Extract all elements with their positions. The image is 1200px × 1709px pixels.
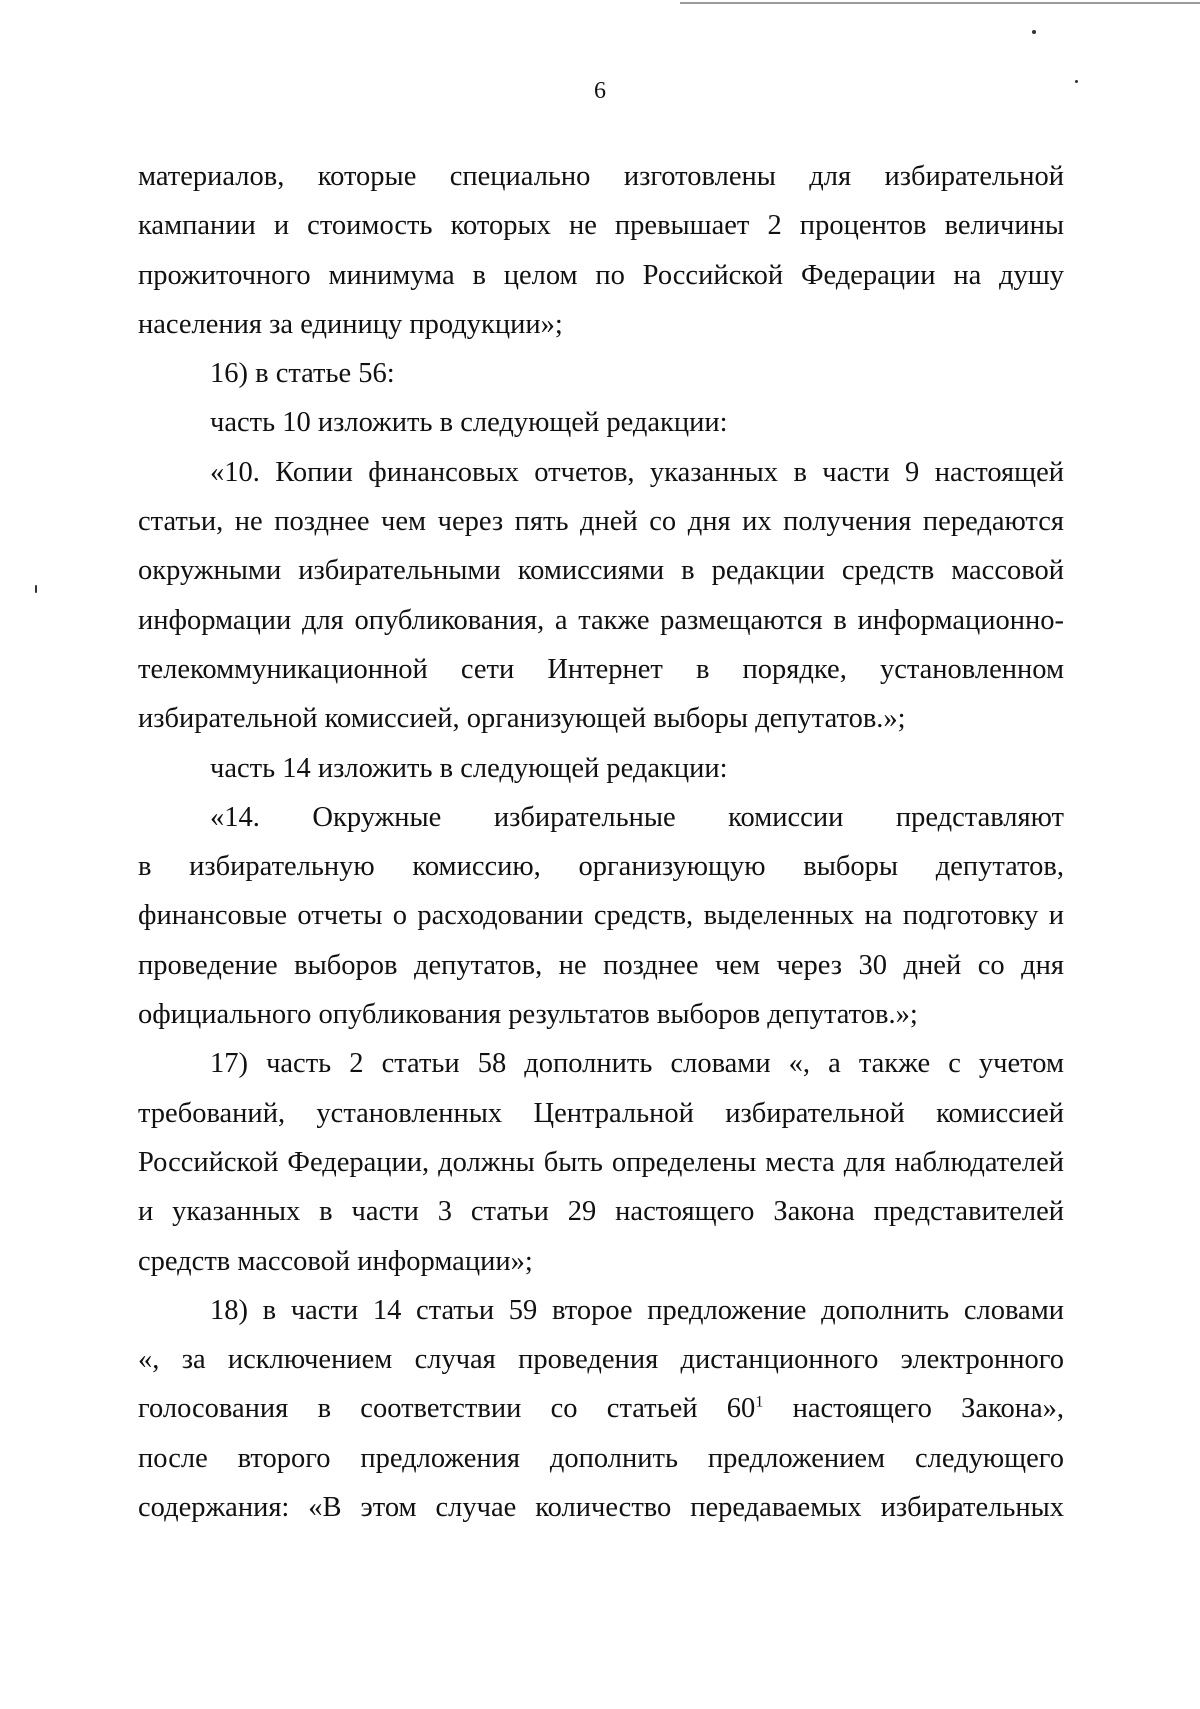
text-line: после второго предложения дополнить предложением следующего — [138, 1442, 1064, 1474]
text-line: средств массовой информации»; — [138, 1245, 533, 1277]
text-line: 18) в части 14 статьи 59 второе предложение дополнить словами — [210, 1294, 1064, 1326]
page-number: 6 — [594, 78, 606, 104]
text-line: Российской Федерации, должны быть определены места для наблюдателей — [138, 1146, 1064, 1178]
text-line: официального опубликования результатов выборов депутатов.»; — [138, 999, 918, 1031]
text-line — [138, 1384, 1064, 1433]
document-body — [138, 152, 1064, 1532]
text-line: избирательной комиссией, организующей выборы депутатов.»; — [138, 703, 906, 735]
scan-speck — [35, 585, 37, 593]
text-segment: голосования в соответствии со статьей 60 — [138, 1393, 756, 1425]
text-line: часть 10 изложить в следующей редакции: — [210, 407, 728, 439]
scan-top-edge-line — [680, 2, 1200, 4]
text-line: требований, установленных Центральной избирательной комиссией — [138, 1097, 1064, 1129]
text-line: «14. Окружные избирательные комиссии представляют — [210, 801, 1064, 833]
text-segment: настоящего Закона», — [763, 1393, 1065, 1425]
text-line: содержания: «В этом случае количество передаваемых избирательных — [138, 1492, 1064, 1524]
text-line: населения за единицу продукции»; — [138, 308, 563, 340]
text-line: окружными избирательными комиссиями в редакции средств массовой — [138, 555, 1064, 587]
text-line: финансовые отчеты о расходовании средств, выделенных на подготовку и — [138, 900, 1064, 932]
text-line: в избирательную комиссию, организующую выборы депутатов, — [138, 851, 1064, 883]
text-line: материалов, которые специально изготовлены для избирательной — [138, 161, 1064, 192]
text-line: и указанных в части 3 статьи 29 настоящего Закона представителей — [138, 1196, 1064, 1228]
text-line: 16) в статье 56: — [210, 358, 395, 390]
text-line: информации для опубликования, а также размещаются в информационно- — [138, 604, 1064, 636]
superscript-index: 1 — [755, 1393, 764, 1411]
text-line: статьи, не позднее чем через пять дней со дня их получения передаются — [138, 506, 1064, 538]
text-line: кампании и стоимость которых не превышает 2 процентов величины — [138, 210, 1064, 242]
text-line: 17) часть 2 статьи 58 дополнить словами «, а также с учетом — [210, 1048, 1064, 1080]
text-line: часть 14 изложить в следующей редакции: — [210, 752, 728, 784]
scan-speck — [1032, 30, 1036, 34]
text-line: проведение выборов депутатов, не позднее чем через 30 дней со дня — [138, 949, 1064, 981]
text-line: «, за исключением случая проведения дистанционного электронного — [138, 1344, 1064, 1376]
text-line: прожиточного минимума в целом по Российской Федерации на душу — [138, 259, 1064, 291]
text-line: телекоммуникационной сети Интернет в порядке, установленном — [138, 653, 1064, 685]
text-line: «10. Копии финансовых отчетов, указанных в части 9 настоящей — [210, 456, 1064, 488]
